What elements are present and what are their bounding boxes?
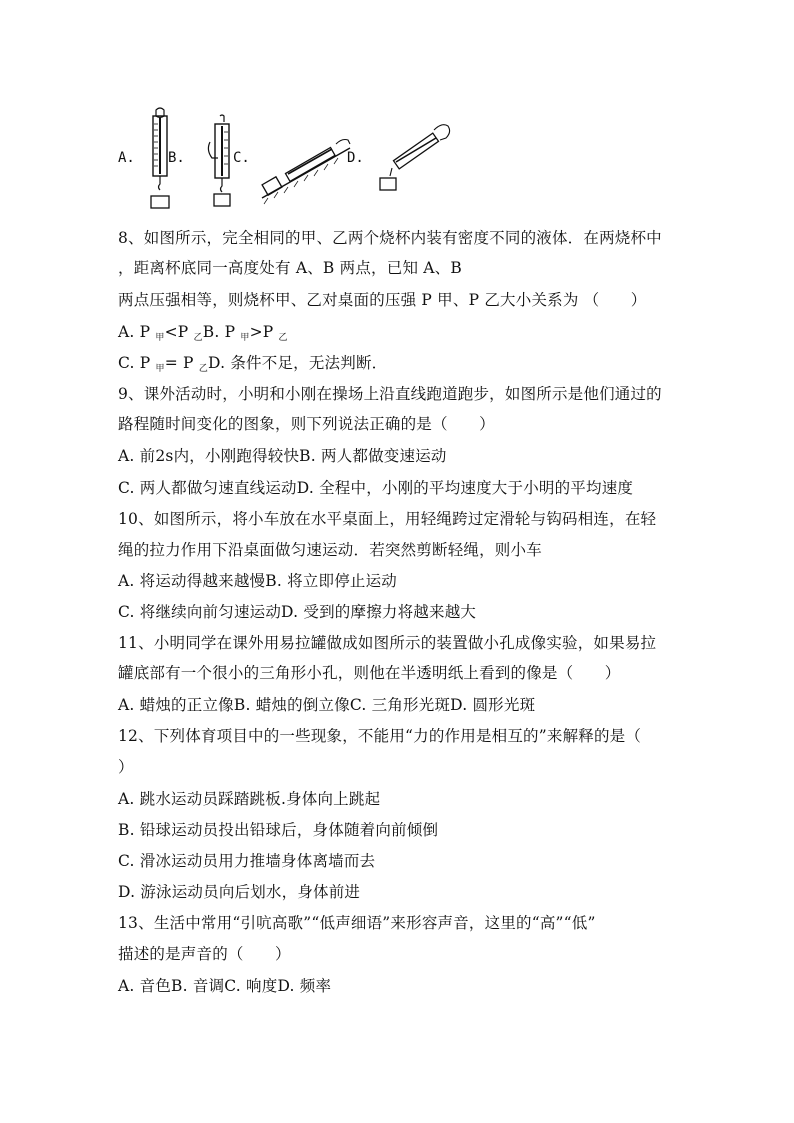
q8-option-cd: C. P $_甲$= P $_乙$D. 条件不足，无法判断． bbox=[118, 354, 388, 374]
q11-stem-line-2: 罐底部有一个很小的三角形小孔，则他在半透明纸上看到的像是（ ） bbox=[118, 664, 621, 682]
q8-option-ab: A. P $_甲$<P $_乙$B. P $_甲$>P $_乙$ bbox=[118, 323, 288, 343]
q12-stem-line-2: ） bbox=[118, 758, 134, 776]
q12-option-b: B. 铅球运动员投出铅球后，身体随着向前倾倒 bbox=[118, 821, 439, 839]
figure-option-c-label: C. bbox=[233, 150, 250, 166]
q12-option-a: A. 跳水运动员踩踏跳板.身体向上跳起 bbox=[118, 790, 381, 808]
q13-options: A. 音色B. 音调C. 响度D. 频率 bbox=[118, 977, 332, 995]
q10-option-cd: C. 将继续向前匀速运动D. 受到的摩擦力将越来越大 bbox=[118, 603, 477, 621]
q9-option-ab: A. 前2s内，小刚跑得较快B. 两人都做变速运动 bbox=[118, 447, 447, 465]
spring-scale-c-figure bbox=[258, 114, 358, 214]
q9-stem-line-1: 9、课外活动时，小明和小刚在操场上沿直线跑道跑步，如图所示是他们通过的 bbox=[118, 385, 662, 403]
figure-option-b-label: B. bbox=[168, 150, 185, 166]
q12-option-d: D. 游泳运动员向后划水，身体前进 bbox=[118, 883, 361, 901]
q12-stem-line-1: 12、下列体育项目中的一些现象，不能用“力的作用是相互的”来解释的是（ bbox=[118, 727, 642, 745]
q10-option-ab: A. 将运动得越来越慢B. 将立即停止运动 bbox=[118, 572, 397, 590]
q9-option-cd: C. 两人都做匀速直线运动D. 全程中，小刚的平均速度大于小明的平均速度 bbox=[118, 479, 634, 497]
q11-stem-line-1: 11、小明同学在课外用易拉罐做成如图所示的装置做小孔成像实验，如果易拉 bbox=[118, 634, 657, 652]
q10-stem-line-1: 10、如图所示，将小车放在水平桌面上，用轻绳跨过定滑轮与钩码相连，在轻 bbox=[118, 510, 657, 528]
q11-options: A. 蜡烛的正立像B. 蜡烛的倒立像C. 三角形光斑D. 圆形光斑 bbox=[118, 696, 536, 714]
q9-stem-line-2: 路程随时间变化的图象，则下列说法正确的是（ ） bbox=[118, 415, 495, 433]
q12-option-c: C. 滑冰运动员用力推墙身体离墙而去 bbox=[118, 852, 376, 870]
q8-stem-line-1: 8、如图所示，完全相同的甲、乙两个烧杯内装有密度不同的液体．在两烧杯中 bbox=[118, 229, 662, 247]
q13-stem-line-2: 描述的是声音的（ ） bbox=[118, 945, 291, 963]
figure-option-d-label: D. bbox=[347, 150, 364, 166]
q13-stem-line-1: 13、生活中常用“引吭高歌”“低声细语”来形容声音，这里的“高”“低” bbox=[118, 914, 596, 932]
q8-stem-line-3: 两点压强相等，则烧杯甲、乙对桌面的压强 P 甲、P 乙大小关系为 （ ） bbox=[118, 291, 647, 309]
spring-scale-d-figure bbox=[374, 116, 454, 206]
figure-option-a-label: A. bbox=[118, 150, 135, 166]
q8-stem-line-2: ，距离杯底同一高度处有 A、B 两点，已知 A、B bbox=[118, 259, 462, 277]
q10-stem-line-2: 绳的拉力作用下沿桌面做匀速运动．若突然剪断轻绳，则小车 bbox=[118, 541, 542, 559]
